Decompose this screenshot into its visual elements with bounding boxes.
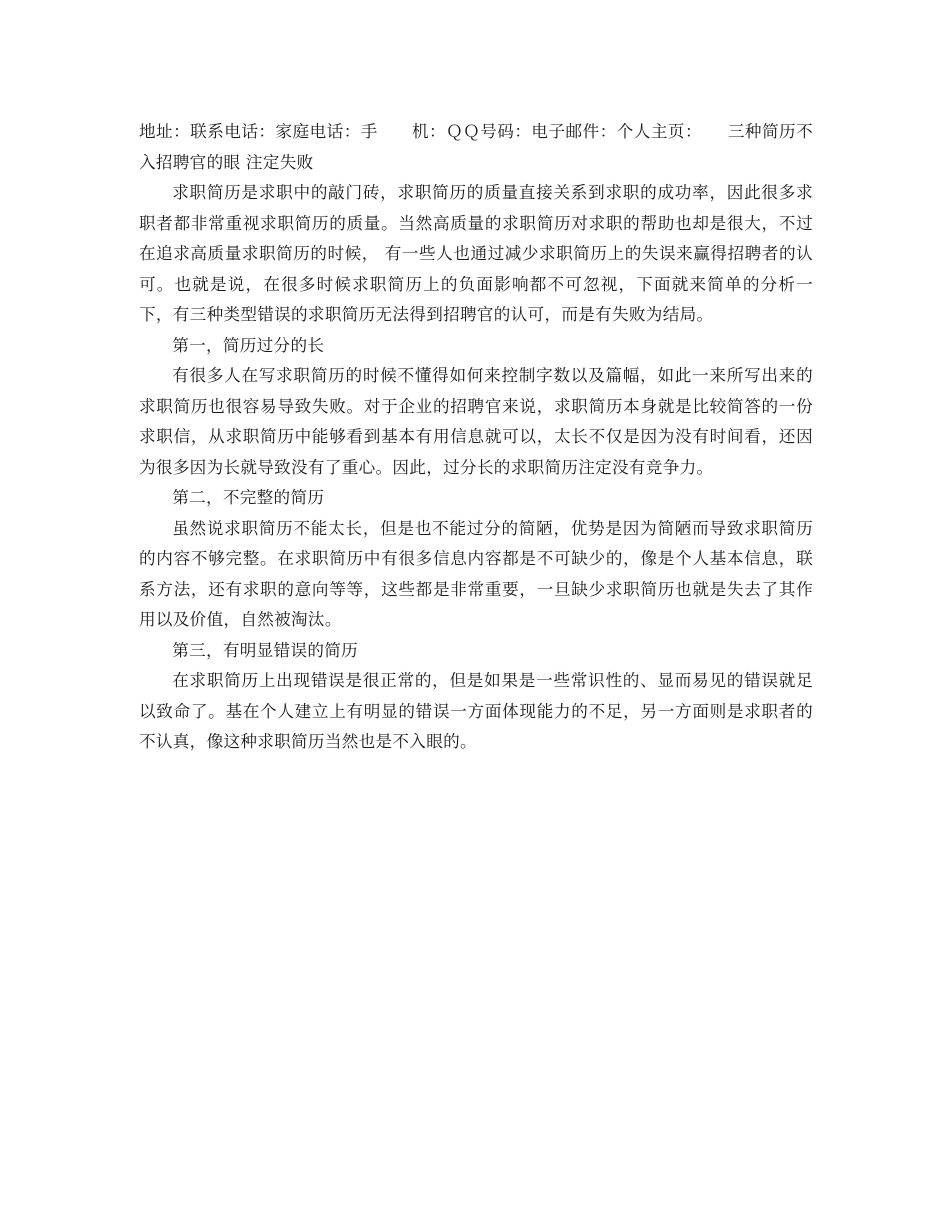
section-body-third: 在求职简历上出现错误是很正常的，但是如果是一些常识性的、显而易见的错误就足以致命了。基在个人建立上有明显的错误一方面体现能力的不足，另一方面则是求职者的不认真，像这种求职简历当然也是不入眼的。	[139, 671, 813, 751]
section-body-first: 有很多人在写求职简历的时候不懂得如何来控制字数以及篇幅，如此一来所写出来的求职简历也很容易导致失败。对于企业的招聘官来说，求职简历本身就是比较简答的一份求职信，从求职简历中能够看到基本有用信息就可以，太长不仅是因为没有时间看，还因为很多因为长就导致没有了重心。因此，过分长的求职简历注定没有竞争力。	[139, 366, 813, 477]
intro-paragraph: 求职简历是求职中的敲门砖，求职简历的质量直接关系到求职的成功率，因此很多求职者都非常重视求职简历的质量。当然高质量的求职简历对求职的帮助也却是很大，不过在追求高质量求职简历的时候， 有一些人也通过减少求职简历上的失误来赢得招聘者的认可。也就是说，在很多时候求职简历上的负面影响都不可忽视，下面就来简单的分析一下，有三种类型错误的求职简历无法得到招聘官的认可，而是有失败为结局。	[139, 183, 813, 324]
document-body	[139, 117, 813, 758]
section-heading-second: 第二，不完整的简历	[172, 488, 325, 507]
section-heading-third: 第三，有明显错误的简历	[172, 640, 359, 660]
contact-header-line: 地址：联系电话：家庭电话：手 机：ＱＱ号码：电子邮件：个人主页： 三种简历不入招聘官的眼 注定失败	[139, 122, 813, 172]
section-body-second: 虽然说求职简历不能太长，但是也不能过分的简陋，优势是因为简陋而导致求职简历的内容不够完整。在求职简历中有很多信息内容都是不可缺少的，像是个人基本信息，联系方法，还有求职的意向等等，这些都是非常重要，一旦缺少求职简历也就是失去了其作用以及价值，自然被淘汰。	[139, 518, 813, 629]
section-heading-first: 第一，简历过分的长	[172, 335, 325, 355]
